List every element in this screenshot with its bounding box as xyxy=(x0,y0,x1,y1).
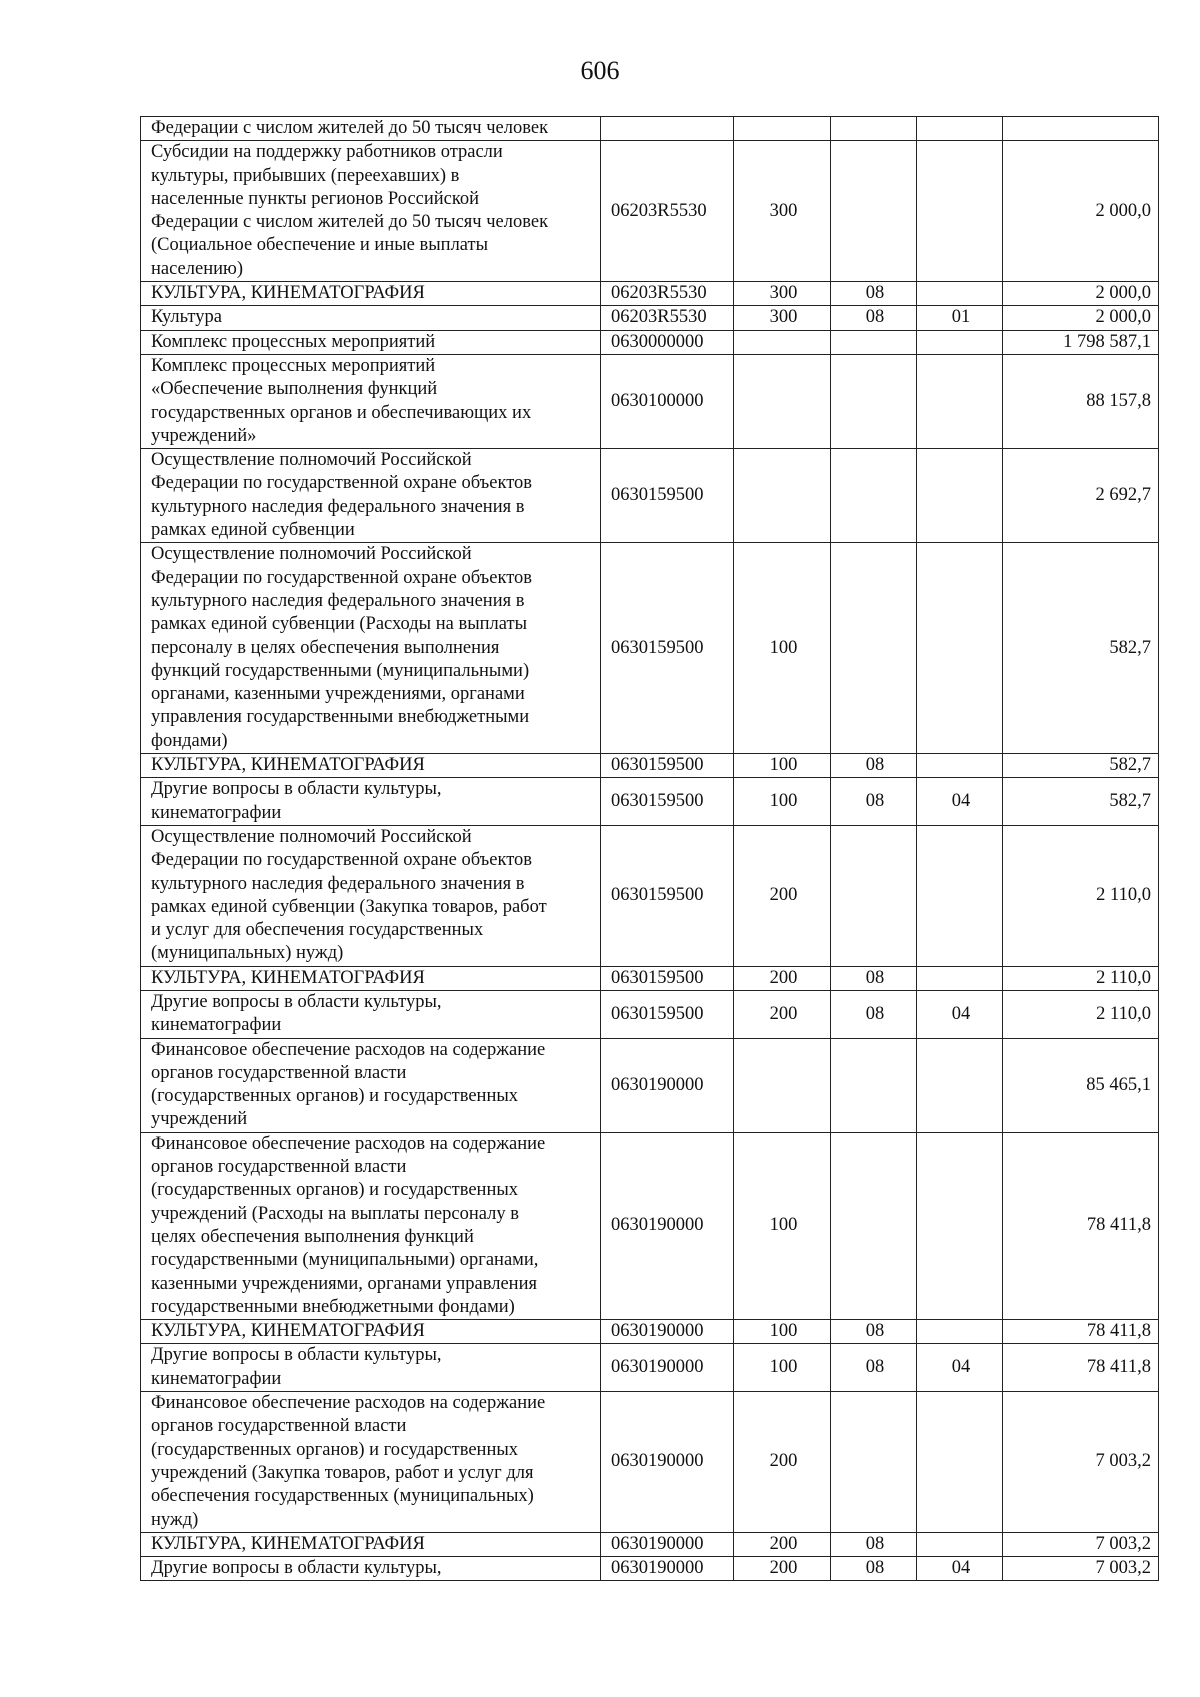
row-code: 0630159500 xyxy=(601,966,734,990)
row-sum: 2 110,0 xyxy=(1003,825,1159,966)
row-pr xyxy=(917,1532,1003,1556)
row-sum: 582,7 xyxy=(1003,778,1159,826)
row-pr: 04 xyxy=(917,1557,1003,1581)
row-rz: 08 xyxy=(831,282,917,306)
row-vr: 200 xyxy=(734,966,831,990)
row-sum: 2 110,0 xyxy=(1003,990,1159,1038)
row-code: 0630159500 xyxy=(601,449,734,543)
table-row xyxy=(141,1557,1159,1581)
table-row xyxy=(141,354,1159,448)
table-row xyxy=(141,754,1159,778)
row-code: 0630190000 xyxy=(601,1132,734,1319)
table-row xyxy=(141,1320,1159,1344)
row-code: 06203R5530 xyxy=(601,306,734,330)
row-rz xyxy=(831,117,917,141)
table-row xyxy=(141,1038,1159,1132)
row-rz: 08 xyxy=(831,1344,917,1392)
row-rz: 08 xyxy=(831,966,917,990)
row-code: 0630190000 xyxy=(601,1038,734,1132)
row-name: Другие вопросы в области культуры, кинематографии xyxy=(141,778,601,826)
row-rz xyxy=(831,1038,917,1132)
row-code: 0630159500 xyxy=(601,778,734,826)
row-pr xyxy=(917,449,1003,543)
row-name: КУЛЬТУРА, КИНЕМАТОГРАФИЯ xyxy=(141,282,601,306)
row-vr: 200 xyxy=(734,990,831,1038)
row-rz: 08 xyxy=(831,1320,917,1344)
row-vr: 100 xyxy=(734,1320,831,1344)
row-vr: 200 xyxy=(734,1392,831,1533)
row-code: 0630190000 xyxy=(601,1557,734,1581)
row-pr xyxy=(917,825,1003,966)
table-row xyxy=(141,1532,1159,1556)
row-rz xyxy=(831,543,917,754)
row-name: Субсидии на поддержку работников отрасли культуры, прибывших (переехавших) в населенные пункты регионов Российской Федерации с числом жителей до 50 тысяч человек (Социальное обеспечение и иные выплаты населению) xyxy=(141,141,601,282)
row-vr xyxy=(734,1038,831,1132)
table-row xyxy=(141,282,1159,306)
row-pr: 01 xyxy=(917,306,1003,330)
row-vr: 200 xyxy=(734,1532,831,1556)
row-vr: 100 xyxy=(734,754,831,778)
row-sum: 7 003,2 xyxy=(1003,1557,1159,1581)
row-name: Другие вопросы в области культуры, кинематографии xyxy=(141,1344,601,1392)
row-vr xyxy=(734,354,831,448)
row-code: 0630190000 xyxy=(601,1532,734,1556)
table-row xyxy=(141,1132,1159,1319)
row-sum: 7 003,2 xyxy=(1003,1392,1159,1533)
row-rz xyxy=(831,1392,917,1533)
table-row xyxy=(141,330,1159,354)
page-number: 606 xyxy=(580,56,620,85)
row-name: Другие вопросы в области культуры, кинематографии xyxy=(141,990,601,1038)
row-name: Другие вопросы в области культуры, xyxy=(141,1557,601,1581)
table-row xyxy=(141,449,1159,543)
row-sum: 2 000,0 xyxy=(1003,306,1159,330)
row-rz xyxy=(831,354,917,448)
row-vr: 100 xyxy=(734,1344,831,1392)
row-rz xyxy=(831,1132,917,1319)
row-code: 0630159500 xyxy=(601,825,734,966)
row-code: 0630190000 xyxy=(601,1344,734,1392)
row-sum: 2 000,0 xyxy=(1003,282,1159,306)
row-name: Финансовое обеспечение расходов на содержание органов государственной власти (государственных органов) и государственных учреждений xyxy=(141,1038,601,1132)
row-code: 0630159500 xyxy=(601,990,734,1038)
row-rz xyxy=(831,141,917,282)
row-code: 06203R5530 xyxy=(601,141,734,282)
row-sum: 78 411,8 xyxy=(1003,1320,1159,1344)
row-vr xyxy=(734,117,831,141)
row-rz: 08 xyxy=(831,306,917,330)
row-sum xyxy=(1003,117,1159,141)
table-row xyxy=(141,543,1159,754)
table-row xyxy=(141,117,1159,141)
row-vr xyxy=(734,449,831,543)
row-rz: 08 xyxy=(831,754,917,778)
row-vr: 300 xyxy=(734,282,831,306)
row-sum: 78 411,8 xyxy=(1003,1344,1159,1392)
budget-table xyxy=(140,116,1159,1581)
row-rz: 08 xyxy=(831,990,917,1038)
row-vr: 200 xyxy=(734,825,831,966)
row-name: Культура xyxy=(141,306,601,330)
row-name: Федерации с числом жителей до 50 тысяч человек xyxy=(141,117,601,141)
row-pr xyxy=(917,117,1003,141)
row-code: 0630100000 xyxy=(601,354,734,448)
row-pr xyxy=(917,1320,1003,1344)
row-pr xyxy=(917,966,1003,990)
row-name: КУЛЬТУРА, КИНЕМАТОГРАФИЯ xyxy=(141,1532,601,1556)
row-vr: 100 xyxy=(734,543,831,754)
table-row xyxy=(141,778,1159,826)
row-vr: 200 xyxy=(734,1557,831,1581)
row-sum: 88 157,8 xyxy=(1003,354,1159,448)
row-name: Финансовое обеспечение расходов на содержание органов государственной власти (государственных органов) и государственных учреждений (Расходы на выплаты персоналу в целях обеспечения выполнения функций государственными (муниципальными) органами, казенными учреждениями, органами управления государственными внебюджетными фондами) xyxy=(141,1132,601,1319)
row-sum: 78 411,8 xyxy=(1003,1132,1159,1319)
row-rz: 08 xyxy=(831,778,917,826)
row-rz xyxy=(831,825,917,966)
table-row xyxy=(141,966,1159,990)
row-name: Финансовое обеспечение расходов на содержание органов государственной власти (государственных органов) и государственных учреждений (Закупка товаров, работ и услуг для обеспечения государственных (муниципальных) нужд) xyxy=(141,1392,601,1533)
row-pr: 04 xyxy=(917,990,1003,1038)
row-sum: 2 692,7 xyxy=(1003,449,1159,543)
row-name: КУЛЬТУРА, КИНЕМАТОГРАФИЯ xyxy=(141,1320,601,1344)
table-row xyxy=(141,1392,1159,1533)
row-pr xyxy=(917,1132,1003,1319)
row-code: 06203R5530 xyxy=(601,282,734,306)
row-code: 0630190000 xyxy=(601,1392,734,1533)
row-vr: 300 xyxy=(734,141,831,282)
row-code: 0630159500 xyxy=(601,543,734,754)
row-name: Осуществление полномочий Российской Федерации по государственной охране объектов культурного наследия федерального значения в рамках единой субвенции (Закупка товаров, работ и услуг для обеспечения государственных (муниципальных) нужд) xyxy=(141,825,601,966)
row-code: 0630159500 xyxy=(601,754,734,778)
row-pr xyxy=(917,543,1003,754)
row-pr xyxy=(917,282,1003,306)
row-rz: 08 xyxy=(831,1557,917,1581)
row-rz: 08 xyxy=(831,1532,917,1556)
table-row xyxy=(141,990,1159,1038)
row-sum: 2 110,0 xyxy=(1003,966,1159,990)
row-name: Комплекс процессных мероприятий «Обеспечение выполнения функций государственных органов и обеспечивающих их учреждений» xyxy=(141,354,601,448)
row-name: Комплекс процессных мероприятий xyxy=(141,330,601,354)
row-name: КУЛЬТУРА, КИНЕМАТОГРАФИЯ xyxy=(141,754,601,778)
row-pr xyxy=(917,1038,1003,1132)
row-sum: 582,7 xyxy=(1003,754,1159,778)
row-rz xyxy=(831,330,917,354)
row-rz xyxy=(831,449,917,543)
table-row xyxy=(141,825,1159,966)
row-name: КУЛЬТУРА, КИНЕМАТОГРАФИЯ xyxy=(141,966,601,990)
row-sum: 2 000,0 xyxy=(1003,141,1159,282)
row-pr xyxy=(917,330,1003,354)
row-sum: 582,7 xyxy=(1003,543,1159,754)
row-vr: 300 xyxy=(734,306,831,330)
row-vr xyxy=(734,330,831,354)
row-pr xyxy=(917,354,1003,448)
row-pr xyxy=(917,141,1003,282)
row-pr xyxy=(917,754,1003,778)
row-pr: 04 xyxy=(917,1344,1003,1392)
row-pr: 04 xyxy=(917,778,1003,826)
table-row xyxy=(141,141,1159,282)
row-vr: 100 xyxy=(734,778,831,826)
table-row xyxy=(141,306,1159,330)
row-name: Осуществление полномочий Российской Федерации по государственной охране объектов культурного наследия федерального значения в рамках единой субвенции (Расходы на выплаты персоналу в целях обеспечения выполнения функций государственными (муниципальными) органами, казенными учреждениями, органами управления государственными внебюджетными фондами) xyxy=(141,543,601,754)
row-code: 0630190000 xyxy=(601,1320,734,1344)
row-vr: 100 xyxy=(734,1132,831,1319)
row-sum: 1 798 587,1 xyxy=(1003,330,1159,354)
row-sum: 7 003,2 xyxy=(1003,1532,1159,1556)
row-pr xyxy=(917,1392,1003,1533)
row-code xyxy=(601,117,734,141)
table-row xyxy=(141,1344,1159,1392)
row-sum: 85 465,1 xyxy=(1003,1038,1159,1132)
row-name: Осуществление полномочий Российской Федерации по государственной охране объектов культурного наследия федерального значения в рамках единой субвенции xyxy=(141,449,601,543)
row-code: 0630000000 xyxy=(601,330,734,354)
